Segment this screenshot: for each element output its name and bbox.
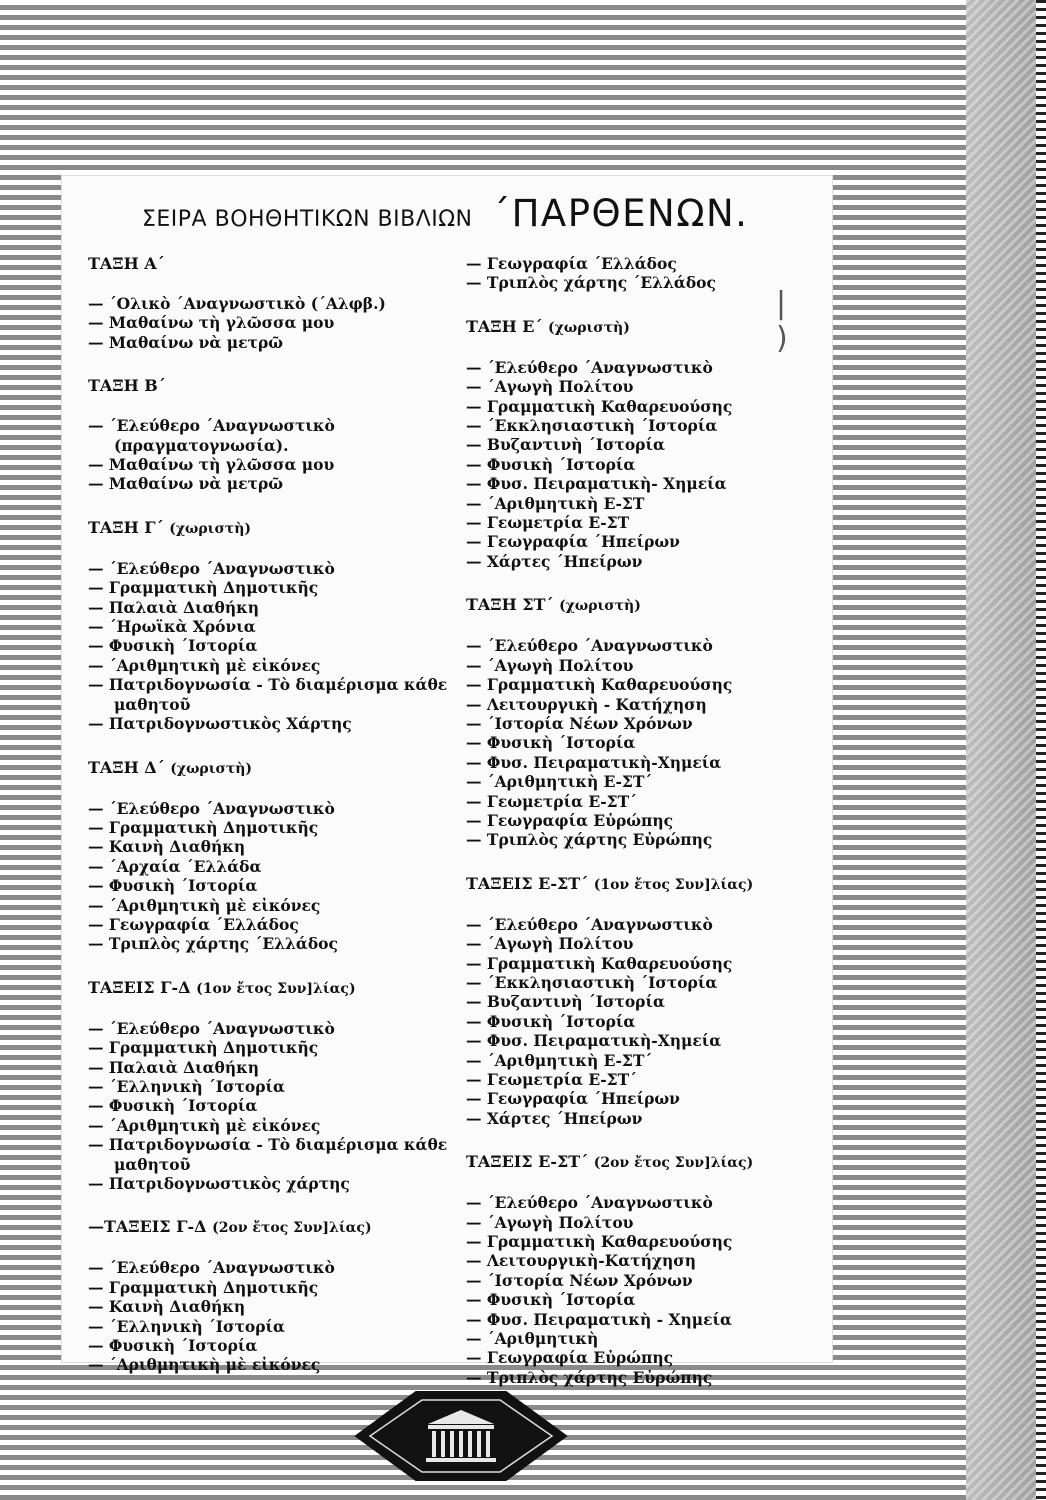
book-title: — Γεωγραφία ΄Ηπείρων (466, 1089, 826, 1108)
book-title: — Βυζαντινὴ ΄Ιστορία (466, 435, 826, 454)
book-title: — ΄Αρχαία ΄Ελλάδα (88, 857, 468, 876)
book-title: — ΄Ελεύθερο ΄Αναγνωστικὸ (88, 1019, 468, 1038)
section-heading-text: ΤΑΞΗ Δ΄ (88, 757, 165, 777)
parthenon-emblem (346, 1378, 576, 1488)
book-title: — ΄Αριθμητικὴ Ε-ΣΤ΄ (466, 772, 826, 791)
book-title: — Γραμματικὴ Δημοτικῆς (88, 818, 468, 837)
book-list (88, 294, 468, 352)
book-title: — Γραμματικὴ Καθαρευούσης (466, 675, 826, 694)
book-title: — Βυζαντινὴ ΄Ιστορία (466, 992, 826, 1011)
section-heading-note: (χωριστὴ) (548, 319, 630, 336)
book-title: — ΄Ολικὸ ΄Αναγνωστικὸ (΄Αλφβ.) (88, 294, 468, 313)
section-heading (466, 595, 826, 616)
book-title: — ΄Αριθμητικὴ Ε-ΣΤ (466, 494, 826, 513)
book-list (88, 416, 468, 494)
book-list (466, 915, 826, 1128)
section-heading-text: ΤΑΞΗ Ε΄ (466, 316, 543, 336)
section-heading-text: ΤΑΞΕΙΣ Γ-Δ (88, 977, 191, 997)
book-list (88, 1258, 468, 1374)
book-title: — Φυσικὴ ΄Ιστορία (466, 1012, 826, 1031)
catalog-title (142, 192, 842, 235)
book-title: — ΄Ελεύθερο ΄Αναγνωστικὸ (466, 636, 826, 655)
section-heading-text: ΤΑΞΗ Α΄ (88, 254, 165, 273)
book-title: — ΄Αγωγὴ Πολίτου (466, 934, 826, 953)
book-title: — ΄Αριθμητικὴ μὲ εἰκόνες (88, 656, 468, 675)
section-heading (88, 758, 468, 779)
section-heading-text: ΤΑΞΕΙΣ Ε-ΣΤ΄ (466, 873, 589, 893)
book-title: — ΄Εκκλησιαστικὴ ΄Ιστορία (466, 416, 826, 435)
section-heading-text: ΤΑΞΗ ΣΤ΄ (466, 595, 554, 615)
book-title: — Φυσικὴ ΄Ιστορία (88, 1096, 468, 1115)
section-heading (88, 376, 468, 396)
book-list (88, 1019, 468, 1194)
book-title: — Φυσ. Πειραματικὴ - Χημεία (466, 1310, 826, 1329)
book-title: — Φυσικὴ ΄Ιστορία (88, 636, 468, 655)
book-title: — Φυσ. Πειραματικὴ-Χημεία (466, 753, 826, 772)
book-title: — Πατριδογνωστικὸς Χάρτης (88, 714, 468, 733)
section-heading (466, 317, 826, 338)
left-column (88, 254, 468, 1399)
book-title: — ΄Ελεύθερο ΄Αναγνωστικὸ (88, 799, 468, 818)
book-title: — Παλαιὰ Διαθήκη (88, 1058, 468, 1077)
section-heading (466, 874, 826, 895)
book-title: — Γεωγραφία ΄Ελλάδος (466, 254, 826, 273)
book-title: — ΄Ελεύθερο ΄Αναγνωστικὸ (88, 1258, 468, 1277)
book-title: — Τριπλὸς χάρτης Εὐρώπης (466, 830, 826, 849)
book-title: — Καινὴ Διαθήκη (88, 837, 468, 856)
book-title: — Γεωγραφία ΄Ελλάδος (88, 915, 468, 934)
book-title: — ΄Ελληνικὴ ΄Ιστορία (88, 1077, 468, 1096)
book-title: — Λειτουργικὴ-Κατήχηση (466, 1251, 826, 1270)
paper-edge-texture (966, 0, 1046, 1500)
book-title: — Φυσικὴ ΄Ιστορία (466, 1290, 826, 1309)
book-list (466, 254, 826, 293)
section-heading (88, 978, 468, 999)
book-title: — ΄Ηρωϊκὰ Χρόνια (88, 617, 468, 636)
book-title: — Φυσικὴ ΄Ιστορία (88, 1336, 468, 1355)
book-title: — ΄Ελεύθερο ΄Αναγνωστικὸ (πραγματογνωσία). (88, 416, 468, 455)
margin-marks: | ) (776, 286, 792, 356)
book-title: — ΄Ελεύθερο ΄Αναγνωστικὸ (466, 1193, 826, 1212)
section-heading-text: ΤΑΞΗ Β΄ (88, 376, 166, 396)
section-heading-text: —ΤΑΞΕΙΣ Γ-Δ (88, 1217, 207, 1237)
brand-name: ΄ΠΑΡΘΕΝΩΝ. (491, 192, 749, 235)
book-title: — Γραμματικὴ Δημοτικῆς (88, 578, 468, 597)
book-title: — Τριπλὸς χάρτης ΄Ελλάδος (466, 273, 826, 292)
book-list (466, 358, 826, 571)
book-title: — ΄Εκκλησιαστικὴ ΄Ιστορία (466, 973, 826, 992)
book-title: — ΄Αγωγὴ Πολίτου (466, 656, 826, 675)
section-heading-note: (χωριστὴ) (169, 520, 251, 537)
book-title: — Πατριδογνωστικὸς χάρτης (88, 1174, 468, 1193)
section-heading-note: (1ον ἔτος Συν]λίας) (593, 876, 754, 893)
book-title: — Λειτουργικὴ - Κατήχηση (466, 695, 826, 714)
book-title: — ΄Ελληνικὴ ΄Ιστορία (88, 1317, 468, 1336)
book-title: — Γραμματικὴ Καθαρευούσης (466, 1232, 826, 1251)
book-title: — ΄Αριθμητικὴ μὲ εἰκόνες (88, 1355, 468, 1374)
book-title: — ΄Ιστορία Νέων Χρόνων (466, 714, 826, 733)
book-title: — Γραμματικὴ Δημοτικῆς (88, 1278, 468, 1297)
book-title: — ΄Αγωγὴ Πολίτου (466, 1213, 826, 1232)
book-title: — Χάρτες ΄Ηπείρων (466, 1109, 826, 1128)
book-title: — Μαθαίνω τὴ γλῶσσα μου (88, 313, 468, 332)
book-title: — ΄Αριθμητικὴ Ε-ΣΤ΄ (466, 1051, 826, 1070)
book-list (88, 559, 468, 734)
book-title: — Πατριδογνωσία - Τὸ διαμέρισμα κάθε μαθητοῦ (88, 675, 468, 714)
section-heading (88, 518, 468, 539)
series-title: ΣΕΙΡΑ ΒΟΗΘΗΤΙΚΩΝ ΒΙΒΛΙΩΝ (142, 207, 473, 232)
book-title: — Φυσ. Πειραματικὴ-Χημεία (466, 1031, 826, 1050)
book-list (466, 636, 826, 849)
book-title: — Μαθαίνω τὴ γλῶσσα μου (88, 455, 468, 474)
book-title: — ΄Ελεύθερο ΄Αναγνωστικὸ (466, 915, 826, 934)
book-title: — Πατριδογνωσία - Τὸ διαμέρισμα κάθε μαθητοῦ (88, 1135, 468, 1174)
book-title: — Μαθαίνω νὰ μετρῶ (88, 474, 468, 493)
book-list (466, 1193, 826, 1387)
section-heading (88, 254, 468, 274)
section-heading (466, 1152, 826, 1173)
section-heading-note: (χωριστὴ) (170, 760, 253, 777)
book-title: — ΄Αριθμητικὴ (466, 1329, 826, 1348)
book-title: — ΄Ιστορία Νέων Χρόνων (466, 1271, 826, 1290)
book-title: — Γεωμετρία Ε-ΣΤ (466, 513, 826, 532)
book-title: — Γεωγραφία Εὐρώπης (466, 1348, 826, 1367)
book-title: — ΄Ελεύθερο ΄Αναγνωστικὸ (466, 358, 826, 377)
book-title: — Φυσικὴ ΄Ιστορία (466, 455, 826, 474)
book-title: — Γραμματικὴ Δημοτικῆς (88, 1038, 468, 1057)
book-title: — Γεωγραφία Εὐρώπης (466, 811, 826, 830)
book-title: — Φυσ. Πειραματικὴ- Χημεία (466, 474, 826, 493)
book-title: — Γραμματικὴ Καθαρευούσης (466, 954, 826, 973)
section-heading-text: ΤΑΞΗ Γ΄ (88, 517, 164, 537)
book-title: — ΄Αγωγὴ Πολίτου (466, 377, 826, 396)
section-heading (88, 1217, 468, 1238)
book-title: — Καινὴ Διαθήκη (88, 1297, 468, 1316)
book-title: — Φυσικὴ ΄Ιστορία (466, 733, 826, 752)
book-list (88, 799, 468, 954)
book-title: — Παλαιὰ Διαθήκη (88, 598, 468, 617)
section-heading-note: (1ον ἔτος Συν]λίας) (196, 980, 356, 997)
section-heading-text: ΤΑΞΕΙΣ Ε-ΣΤ΄ (466, 1152, 589, 1172)
section-heading-note: (χωριστὴ) (559, 598, 641, 615)
right-column (466, 254, 826, 1411)
book-title: — ΄Αριθμητικὴ μὲ εἰκόνες (88, 1116, 468, 1135)
book-title: — Τριπλὸς χάρτης ΄Ελλάδος (88, 934, 468, 953)
binding-edge (1036, 0, 1046, 1500)
section-heading-note: (2ον ἔτος Συν]λίας) (212, 1220, 372, 1237)
book-title: — Γραμματικὴ Καθαρευούσης (466, 397, 826, 416)
book-title: — ΄Ελεύθερο ΄Αναγνωστικὸ (88, 559, 468, 578)
book-title: — Γεωμετρία Ε-ΣΤ΄ (466, 792, 826, 811)
catalog-panel (62, 176, 832, 1387)
section-heading-note: (2ον ἔτος Συν]λίας) (593, 1155, 754, 1172)
book-title: — ΄Αριθμητικὴ μὲ εἰκόνες (88, 896, 468, 915)
book-title: — Τριπλὸς χάρτης Εὐρώπης (466, 1368, 826, 1387)
book-title: — Φυσικὴ ΄Ιστορία (88, 876, 468, 895)
book-title: — Μαθαίνω νὰ μετρῶ (88, 333, 468, 352)
book-title: — Γεωμετρία Ε-ΣΤ΄ (466, 1070, 826, 1089)
book-title: — Γεωγραφία ΄Ηπείρων (466, 532, 826, 551)
book-title: — Χάρτες ΄Ηπείρων (466, 552, 826, 571)
